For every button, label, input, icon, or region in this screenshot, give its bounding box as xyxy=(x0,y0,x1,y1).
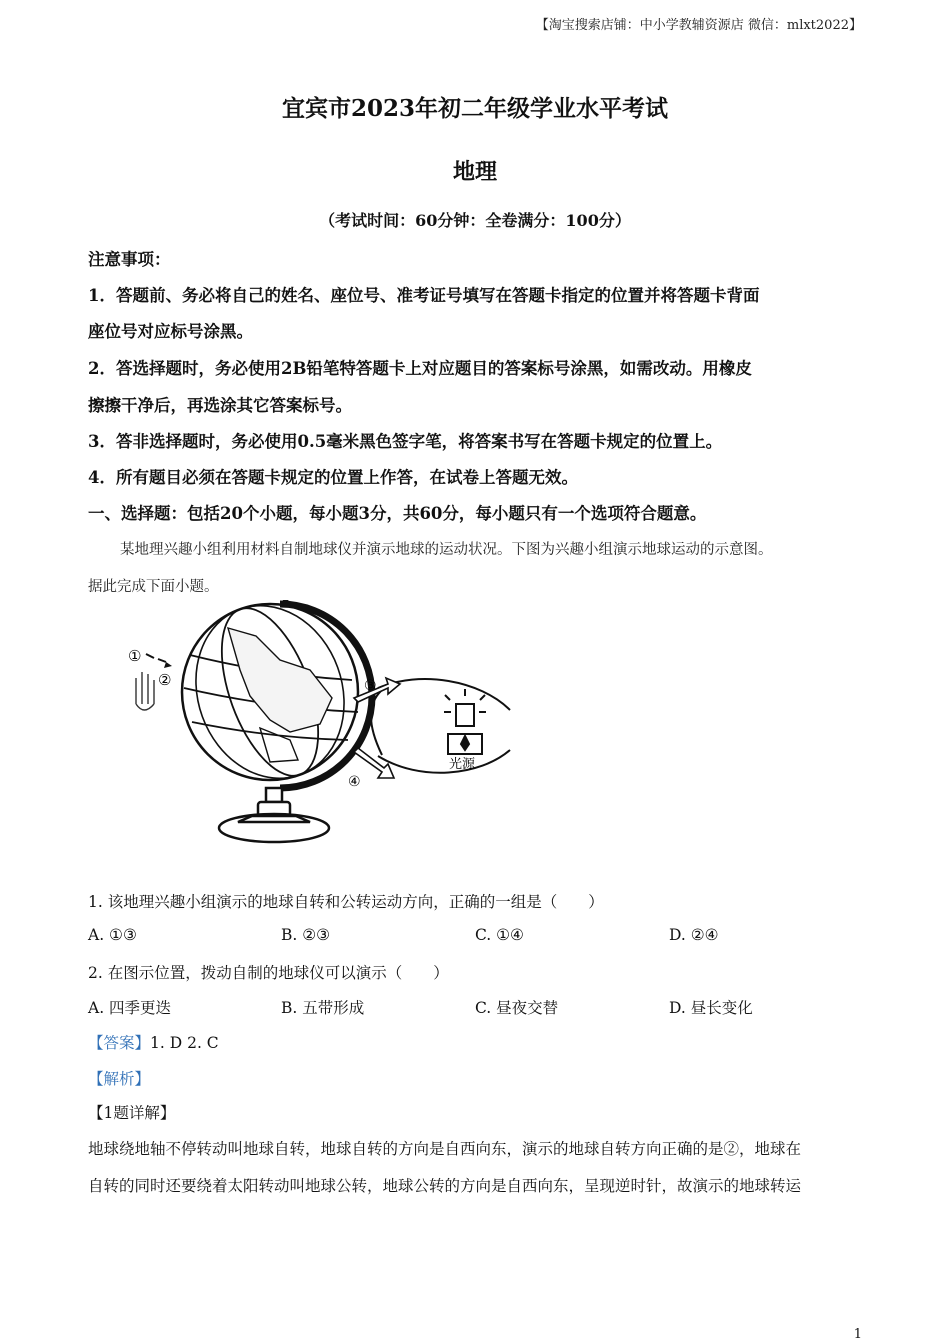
analysis-subheading: 【1题详解】 xyxy=(88,1104,176,1122)
question-2-stem: 2. 在图示位置，拨动自制的地球仪可以演示（ ） xyxy=(88,964,449,982)
explanation-line: 自转的同时还要绕着太阳转动叫地球公转，地球公转的方向是自西向东，呈现逆时针，故演示的地球转运 xyxy=(88,1177,802,1195)
question-2-option-a: A. 四季更迭 xyxy=(88,999,172,1017)
intro-text: 据此完成下面小题。 xyxy=(88,579,219,595)
exam-subject: 地理 xyxy=(452,159,497,185)
question-1-option-d: D. ②④ xyxy=(669,926,719,944)
arrow-3 xyxy=(354,678,400,702)
header-note: 【淘宝搜索店铺：中小学教辅资源店 微信：mlxt2022】 xyxy=(535,18,862,33)
question-1-option-b: B. ②③ xyxy=(281,926,331,944)
question-1-option-a: A. ①③ xyxy=(88,926,137,944)
globe-figure xyxy=(120,600,520,870)
intro-text: 某地理兴趣小组利用材料自制地球仪并演示地球的运动状况。下图为兴趣小组演示地球运动的示意图。 xyxy=(120,542,773,558)
analysis-tag: 【解析】 xyxy=(88,1070,151,1088)
question-2-option-c: C. 昼夜交替 xyxy=(475,999,559,1017)
note-line: 擦擦干净后，再选涂其它答案标号。 xyxy=(88,396,352,415)
hand-icon xyxy=(136,672,154,710)
marker-4: ④ xyxy=(348,774,361,790)
light-label: 光源 xyxy=(449,757,476,772)
question-1-stem: 1. 该地理兴趣小组演示的地球自转和公转运动方向，正确的一组是（ ） xyxy=(88,893,604,911)
question-2-option-d: D. 昼长变化 xyxy=(669,999,753,1017)
answer-tag: 【答案】 xyxy=(88,1034,151,1052)
note-line: 3．答非选择题时，务必使用0.5毫米黑色签字笔，将答案书写在答题卡规定的位置上。 xyxy=(88,432,723,451)
notes-heading: 注意事项： xyxy=(88,250,171,269)
note-line: 座位号对应标号涂黑。 xyxy=(88,322,253,341)
light-source-icon xyxy=(444,689,486,754)
question-2-option-b: B. 五带形成 xyxy=(281,999,365,1017)
exam-title: 宜宾市2023年初二年级学业水平考试 xyxy=(281,95,668,122)
section-heading: 一、选择题：包括20个小题，每小题3分，共60分，每小题只有一个选项符合题意。 xyxy=(88,504,707,523)
marker-3: ③ xyxy=(364,678,377,694)
note-line: 2．答选择题时，务必使用2B铅笔特答题卡上对应题目的答案标号涂黑，如需改动。用橡皮 xyxy=(88,359,752,378)
exam-duration: （考试时间：60分钟：全卷满分：100分） xyxy=(319,211,631,230)
explanation-line: 地球绕地轴不停转动叫地球自转，地球自转的方向是自西向东，演示的地球自转方向正确的是②，地球在 xyxy=(88,1140,802,1158)
page-number: 1 xyxy=(853,1327,862,1342)
note-line: 1．答题前、务必将自己的姓名、座位号、准考证号填写在答题卡指定的位置并将答题卡背面 xyxy=(88,286,760,305)
note-line: 4．所有题目必须在答题卡规定的位置上作答，在试卷上答题无效。 xyxy=(88,468,578,487)
marker-1: ① xyxy=(128,647,142,665)
answer-text: 1. D 2. C xyxy=(150,1034,219,1052)
marker-2: ② xyxy=(158,671,172,689)
globe-stand xyxy=(219,788,329,842)
question-1-option-c: C. ①④ xyxy=(475,926,524,944)
answer-line xyxy=(88,1031,219,1053)
orbit-lower xyxy=(378,750,510,773)
